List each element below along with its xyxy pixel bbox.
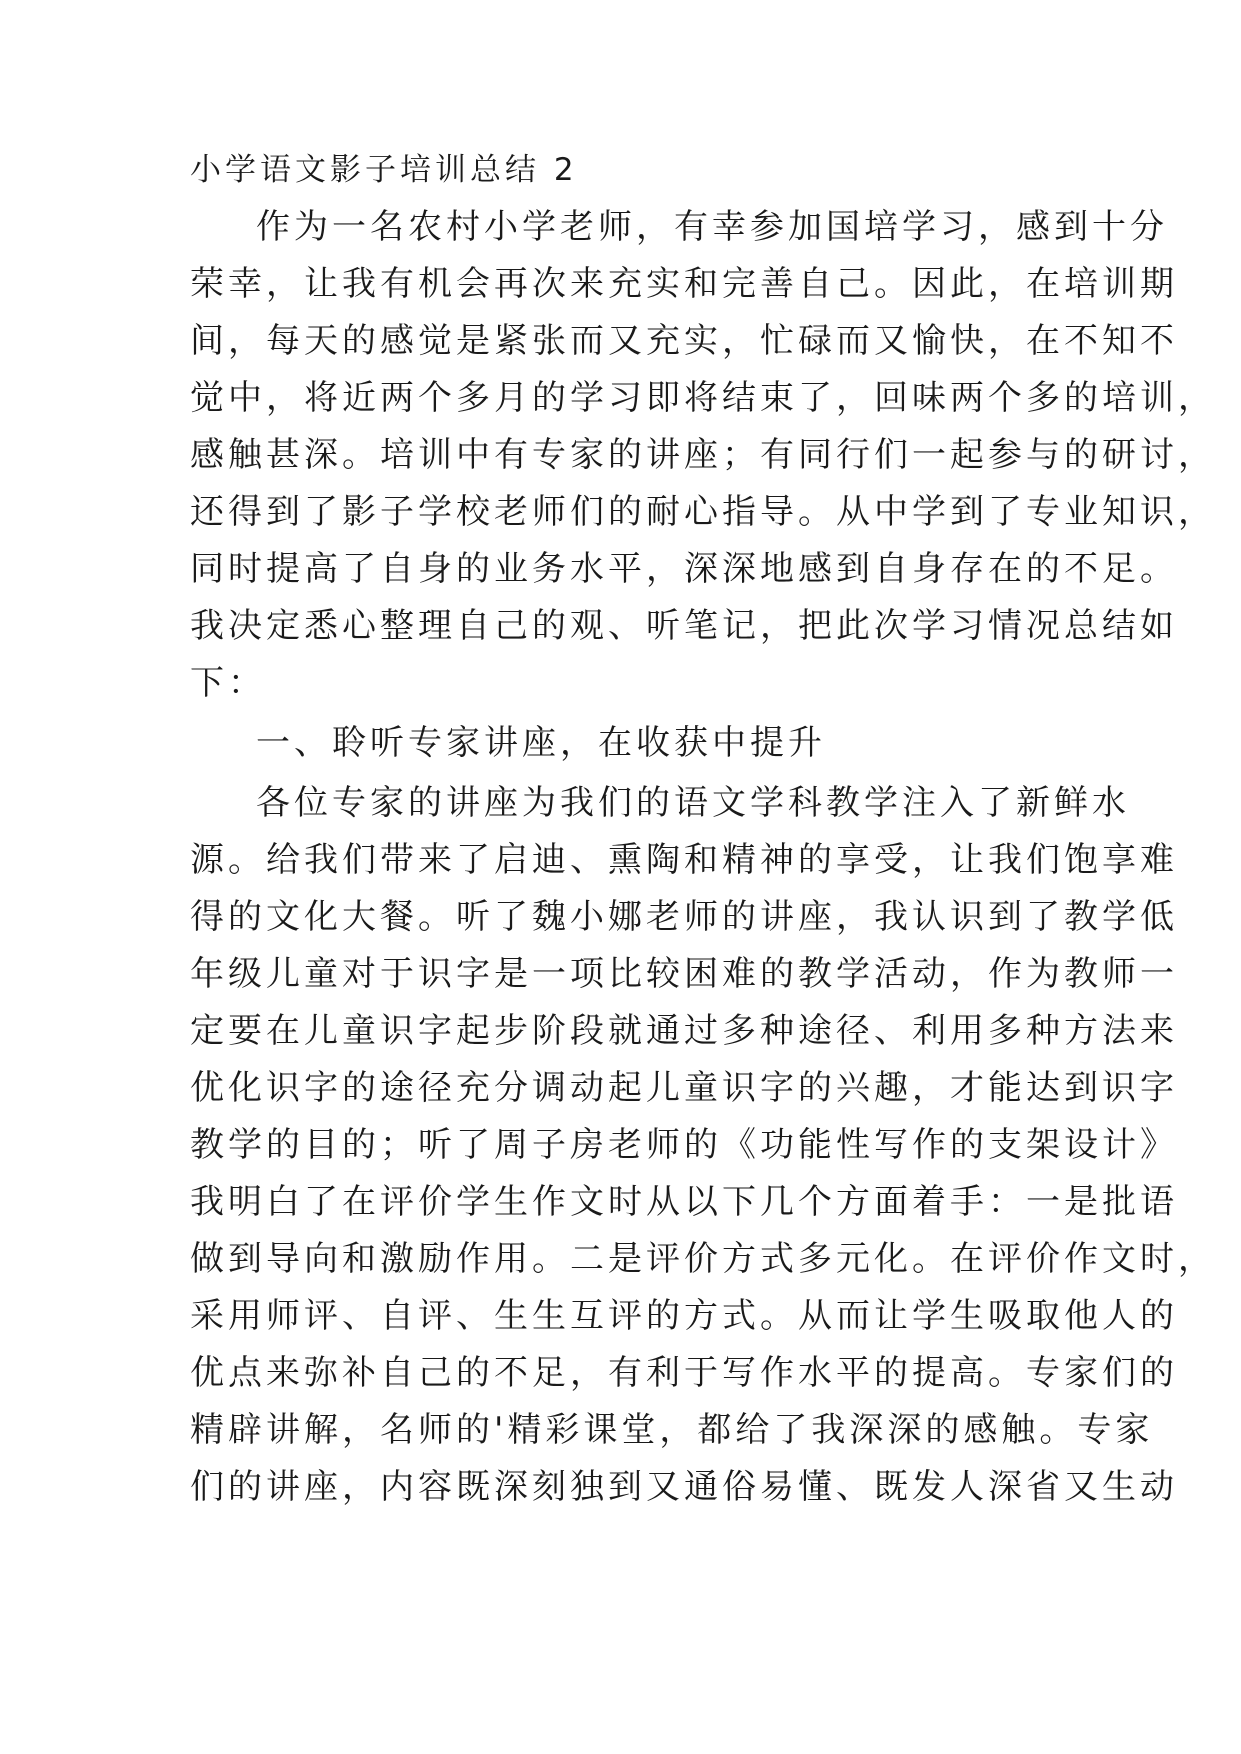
- paragraph-line: 优化识字的途径充分调动起儿童识字的兴趣，才能达到识字: [190, 1068, 1178, 1108]
- paragraph-line: 作为一名农村小学老师，有幸参加国培学习，感到十分: [256, 207, 1168, 247]
- paragraph-line: 定要在儿童识字起步阶段就通过多种途径、利用多种方法来: [190, 1011, 1178, 1051]
- paragraph-line: 下：: [190, 663, 266, 703]
- paragraph-line: 做到导向和激励作用。二是评价方式多元化。在评价作文时，: [190, 1239, 1216, 1279]
- paragraph-line: 间，每天的感觉是紧张而又充实，忙碌而又愉快，在不知不: [190, 321, 1178, 361]
- paragraph-line: 得的文化大餐。听了魏小娜老师的讲座，我认识到了教学低: [190, 897, 1178, 937]
- paragraph-line: 年级儿童对于识字是一项比较困难的教学活动，作为教师一: [190, 954, 1178, 994]
- paragraph-line: 优点来弥补自己的不足，有利于写作水平的提高。专家们的: [190, 1353, 1178, 1393]
- paragraph-line: 们的讲座，内容既深刻独到又通俗易懂、既发人深省又生动: [190, 1467, 1178, 1507]
- paragraph-line: 觉中，将近两个多月的学习即将结束了，回味两个多的培训，: [190, 378, 1216, 418]
- paragraph-line: 教学的目的；听了周子房老师的《功能性写作的支架设计》: [190, 1125, 1178, 1165]
- paragraph-line: 源。给我们带来了启迪、熏陶和精神的享受，让我们饱享难: [190, 840, 1178, 880]
- document-title: 小学语文影子培训总结 2: [190, 152, 578, 188]
- paragraph-line: 我明白了在评价学生作文时从以下几个方面着手：一是批语: [190, 1182, 1178, 1222]
- paragraph-line: 精辟讲解，名师的'精彩课堂，都给了我深深的感触。专家: [190, 1410, 1154, 1450]
- paragraph-line: 我决定悉心整理自己的观、听笔记，把此次学习情况总结如: [190, 606, 1178, 646]
- paragraph-line: 采用师评、自评、生生互评的方式。从而让学生吸取他人的: [190, 1296, 1178, 1336]
- paragraph-line: 还得到了影子学校老师们的耐心指导。从中学到了专业知识，: [190, 492, 1216, 532]
- paragraph-line: 荣幸，让我有机会再次来充实和完善自己。因此，在培训期: [190, 264, 1178, 304]
- paragraph-line: 同时提高了自身的业务水平，深深地感到自身存在的不足。: [190, 549, 1178, 589]
- section-heading: 一、聆听专家讲座，在收获中提升: [256, 723, 826, 763]
- paragraph-line: 各位专家的讲座为我们的语文学科教学注入了新鲜水: [256, 783, 1130, 823]
- paragraph-line: 感触甚深。培训中有专家的讲座；有同行们一起参与的研讨，: [190, 435, 1216, 475]
